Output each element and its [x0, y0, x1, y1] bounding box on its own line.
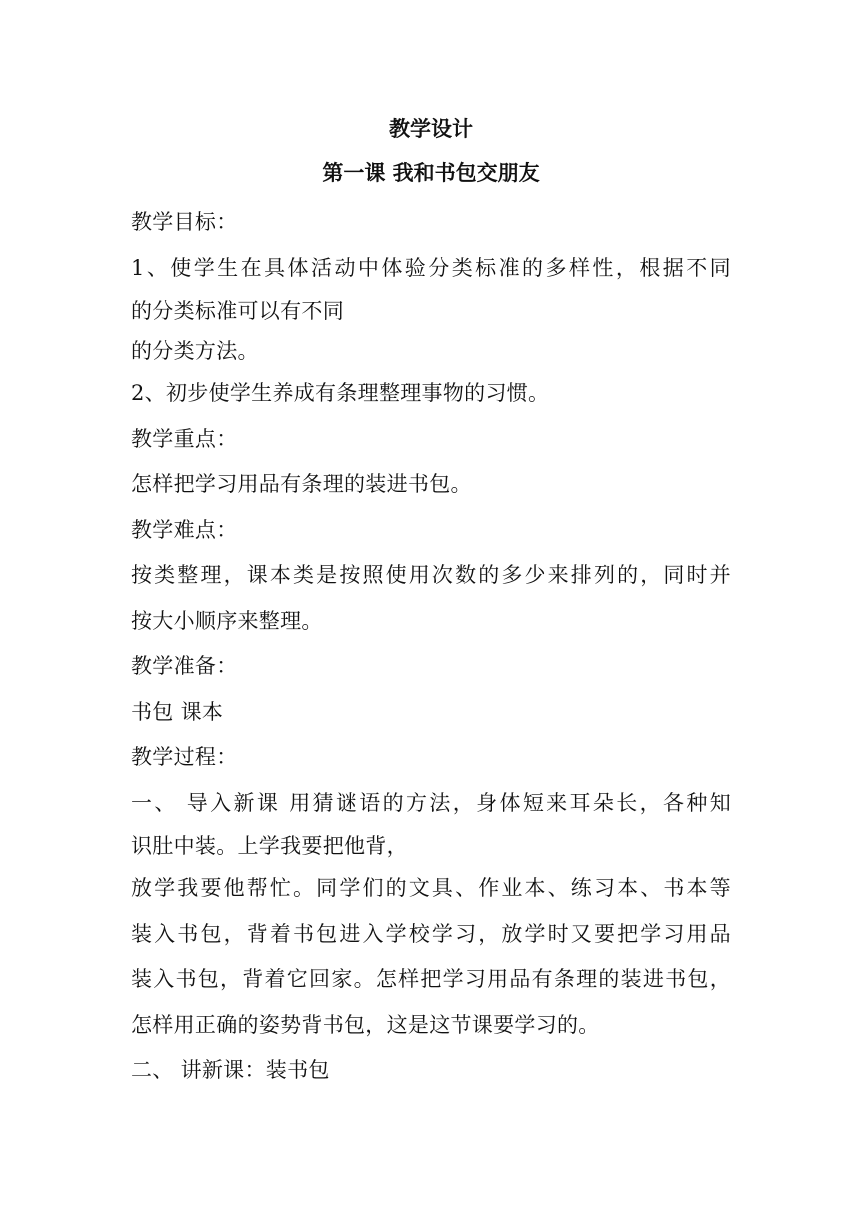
document-body	[131, 110, 731, 1094]
text-line: 一、 导入新课 用猜谜语的方法，身体短来耳朵长，各种知	[131, 790, 731, 815]
text-line: 装入书包，背着书包进入学校学习，放学时又要把学习用品	[131, 921, 731, 946]
text-line: 识肚中装。上学我要把他背，	[131, 834, 408, 858]
text-line: 的分类标准可以有不同	[131, 299, 344, 323]
text-line: 按类整理，课本类是按照使用次数的多少来排列的，同时并	[131, 563, 731, 587]
text-line: 二、 讲新课：装书包	[131, 1058, 330, 1082]
text-line: 怎样把学习用品有条理的装进书包。	[131, 472, 472, 496]
text-line: 的分类方法。	[131, 339, 259, 363]
text-line: 1、使学生在具体活动中体验分类标准的多样性，根据不同	[131, 255, 731, 280]
text-line: 按大小顺序来整理。	[131, 608, 323, 633]
text-line: 2、初步使学生养成有条理整理事物的习惯。	[131, 381, 550, 405]
text-line: 教学难点：	[131, 517, 238, 542]
text-line: 教学目标：	[131, 210, 238, 234]
text-line: 装入书包，背着它回家。怎样把学习用品有条理的装进书包，	[131, 967, 731, 991]
text-line: 教学过程：	[131, 745, 238, 769]
text-line: 怎样用正确的姿势背书包，这是这节课要学习的。	[131, 1012, 600, 1037]
text-line: 教学准备：	[131, 654, 238, 678]
lesson-title: 第一课 我和书包交朋友	[322, 160, 540, 185]
document-title: 教学设计	[389, 116, 473, 141]
text-line: 放学我要他帮忙。同学们的文具、作业本、练习本、书本等	[131, 876, 731, 900]
text-line: 书包 课本	[131, 699, 224, 724]
text-line: 教学重点：	[131, 426, 238, 451]
